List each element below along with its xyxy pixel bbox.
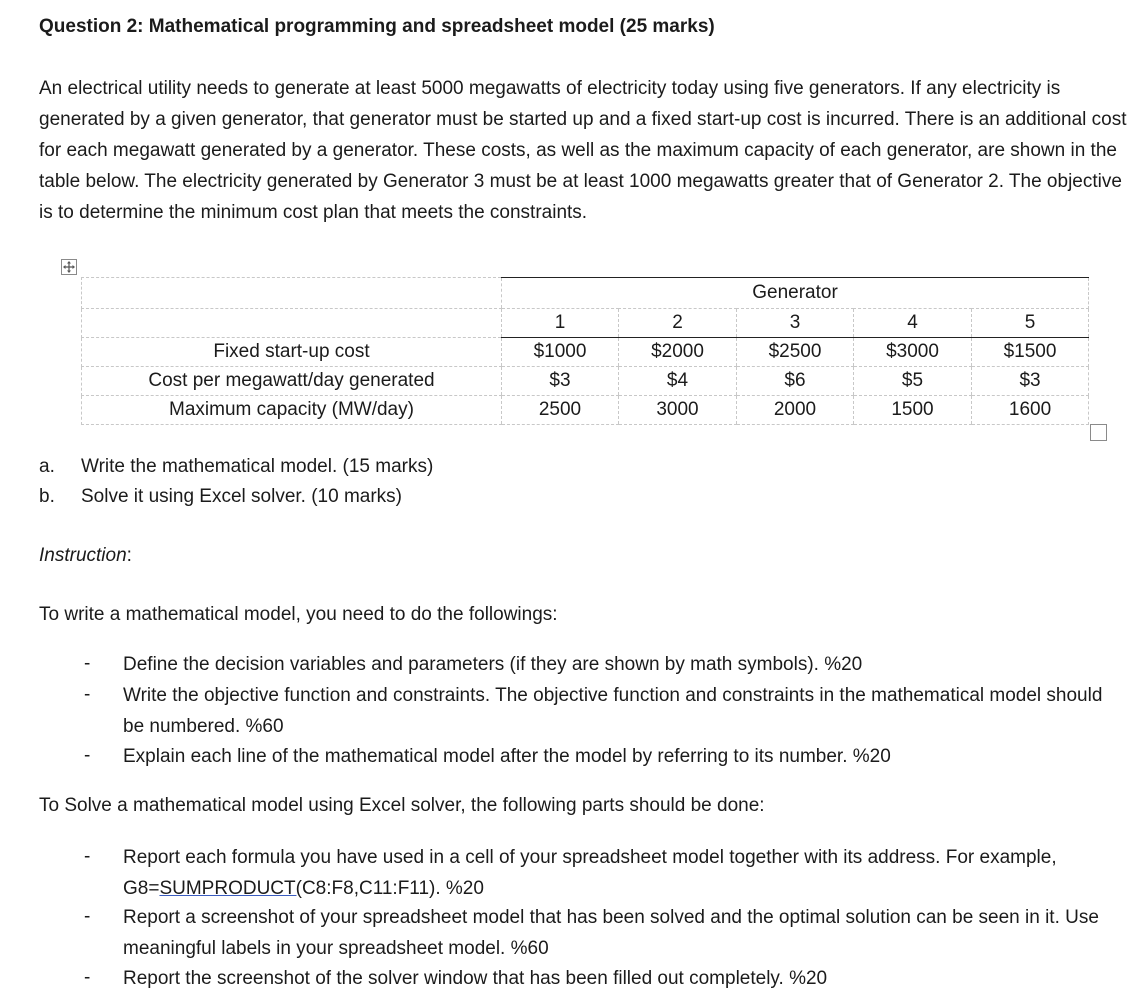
table-cell: $2500 [737, 338, 854, 367]
bullet-dash: - [84, 653, 91, 674]
table-cell: $4 [619, 367, 737, 396]
solver-bullet-1 [123, 842, 1123, 904]
row-label: Cost per megawatt/day generated [82, 367, 502, 396]
generator-table [81, 277, 1089, 425]
generator-number: 2 [619, 309, 737, 338]
table-cell: 2000 [737, 396, 854, 425]
solver-intro: To Solve a mathematical model using Excel solver, the following parts should be done: [39, 795, 765, 816]
generator-number: 5 [972, 309, 1089, 338]
table-cell: 1600 [972, 396, 1089, 425]
solver-bullet-1-tail: C8:F8,C11:F11). %20 [301, 878, 484, 899]
question-title: Question 2: Mathematical programming and spreadsheet model (25 marks) [39, 16, 715, 37]
part-a-text: Write the mathematical model. (15 marks) [81, 456, 434, 477]
table-resize-handle-icon[interactable] [1090, 424, 1107, 441]
row-label: Maximum capacity (MW/day) [82, 396, 502, 425]
table-cell: 1500 [854, 396, 972, 425]
table-row [82, 338, 1089, 367]
table-row [82, 396, 1089, 425]
table-cell: $1500 [972, 338, 1089, 367]
table-cell: $1000 [502, 338, 619, 367]
table-cell: $3 [502, 367, 619, 396]
table-cell: 3000 [619, 396, 737, 425]
table-cell: $6 [737, 367, 854, 396]
generator-number-row [82, 309, 1089, 338]
sumproduct-link[interactable]: SUMPRODUCT( [159, 878, 302, 899]
instruction-label [39, 545, 132, 567]
bullet-dash: - [84, 745, 91, 766]
row-label: Fixed start-up cost [82, 338, 502, 367]
instruction-colon: : [126, 545, 132, 566]
intro-paragraph: An electrical utility needs to generate at least 5000 megawatts of electricity today using five generators. If any electricity is generated by a given generator, that generator must be started up and a fixed start-up cost is incurred. There is an additional cost for each megawatt generated by a generator. These costs, as well as the maximum capacity of each generator, are shown in the table below. The electricity generated by Generator 3 must be at least 1000 megawatts greater that of Generator 2. The objective is to determine the minimum cost plan that meets the constraints. [39, 78, 1127, 223]
table-cell: $2000 [619, 338, 737, 367]
part-b-marker: b. [39, 486, 55, 507]
part-b-text: Solve it using Excel solver. (10 marks) [81, 486, 403, 507]
generator-number: 1 [502, 309, 619, 338]
table-corner-cell [82, 278, 502, 309]
table-header-row [82, 278, 1089, 309]
generator-group-header: Generator [502, 278, 1089, 309]
generator-number: 4 [854, 309, 972, 338]
generator-number: 3 [737, 309, 854, 338]
solver-bullet-3: Report the screenshot of the solver window that has been filled out completely. %20 [123, 968, 828, 989]
model-bullet-3: Explain each line of the mathematical model after the model by referring to its number. %20 [123, 746, 891, 767]
table-cell: $3 [972, 367, 1089, 396]
part-a-marker: a. [39, 456, 55, 477]
solver-bullet-2: Report a screenshot of your spreadsheet model that has been solved and the optimal solution can be seen in it. Use meaningful labels in your spreadsheet model. %60 [123, 907, 1099, 959]
table-cell: 2500 [502, 396, 619, 425]
bullet-dash: - [84, 967, 91, 988]
table-cell: $3000 [854, 338, 972, 367]
table-row [82, 367, 1089, 396]
solver-bullet-1-text: Report each formula you have used in a cell of your spreadsheet model together with its address. For example, G8= [123, 847, 1057, 899]
bullet-dash: - [84, 906, 91, 927]
bullet-dash: - [84, 684, 91, 705]
table-move-handle-icon[interactable] [61, 259, 77, 275]
instruction-label-text: Instruction [39, 545, 127, 566]
table-cell: $5 [854, 367, 972, 396]
model-bullet-2: Write the objective function and constraints. The objective function and constraints in the mathematical model should be numbered. %60 [123, 685, 1103, 737]
model-intro: To write a mathematical model, you need to do the followings: [39, 604, 558, 625]
table-empty-cell [82, 309, 502, 338]
model-bullet-1: Define the decision variables and parameters (if they are shown by math symbols). %20 [123, 654, 863, 675]
bullet-dash: - [84, 846, 91, 867]
